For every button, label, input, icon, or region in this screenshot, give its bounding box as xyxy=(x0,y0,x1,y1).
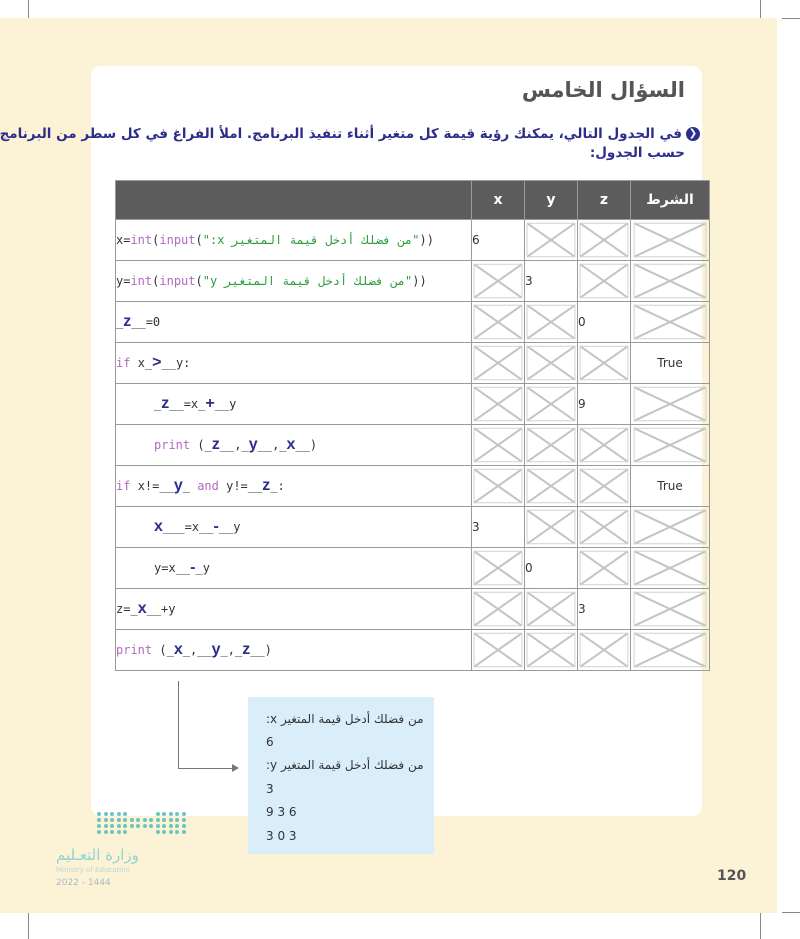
ministry-name-en: Ministry of Education xyxy=(56,866,130,874)
cross-mark xyxy=(631,425,709,465)
header-x: x xyxy=(472,181,525,220)
table-row xyxy=(116,343,710,384)
cross-mark xyxy=(578,220,630,260)
logo-dot xyxy=(149,818,153,822)
empty-cell-icon xyxy=(472,548,525,589)
logo-dot xyxy=(175,830,179,834)
header-condition: الشرط xyxy=(631,181,710,220)
logo-dot xyxy=(156,830,160,834)
crop-mark xyxy=(782,18,800,19)
logo-dot xyxy=(162,830,166,834)
cross-mark xyxy=(578,630,630,670)
cross-mark xyxy=(472,343,524,383)
table-row xyxy=(116,466,710,507)
code-cell: print (_z__,_y__,_x__) xyxy=(116,425,472,466)
logo-dot xyxy=(97,812,101,816)
cross-mark xyxy=(525,589,577,629)
empty-cell-icon xyxy=(631,507,710,548)
value-z: 3 xyxy=(578,589,631,630)
empty-cell-icon xyxy=(525,425,578,466)
empty-cell-icon xyxy=(631,630,710,671)
trace-table xyxy=(115,180,710,671)
logo-dot xyxy=(162,824,166,828)
cross-mark xyxy=(472,589,524,629)
value-condition: True xyxy=(631,466,710,507)
logo-dot xyxy=(169,830,173,834)
logo-dot xyxy=(182,830,186,834)
table-row xyxy=(116,302,710,343)
cross-mark xyxy=(472,466,524,506)
table-row xyxy=(116,548,710,589)
logo-dot xyxy=(123,824,127,828)
cross-mark xyxy=(631,548,709,588)
table-row xyxy=(116,589,710,630)
page-number: 120 xyxy=(717,868,747,884)
table-row xyxy=(116,261,710,302)
output-line: 3 xyxy=(266,782,274,796)
cross-mark xyxy=(631,589,709,629)
value-z: 9 xyxy=(578,384,631,425)
logo-dot xyxy=(136,818,140,822)
logo-dot xyxy=(104,824,108,828)
code-cell: y=int(input("من فضلك أدخل قيمة المتغير y")) xyxy=(116,261,472,302)
cross-mark xyxy=(472,548,524,588)
empty-cell-icon xyxy=(472,589,525,630)
header-blank xyxy=(116,181,472,220)
logo-dot xyxy=(162,818,166,822)
logo-dot xyxy=(143,824,147,828)
empty-cell-icon xyxy=(472,261,525,302)
cross-mark xyxy=(578,343,630,383)
logo-dot xyxy=(110,830,114,834)
logo-dot xyxy=(136,824,140,828)
table-row xyxy=(116,220,710,261)
empty-cell-icon xyxy=(631,384,710,425)
output-line: من فضلك أدخل قيمة المتغير x: xyxy=(266,712,424,726)
empty-cell-icon xyxy=(525,507,578,548)
empty-cell-icon xyxy=(472,630,525,671)
code-cell: _z__=0 xyxy=(116,302,472,343)
logo-dot xyxy=(104,830,108,834)
crop-mark xyxy=(782,912,800,913)
cross-mark xyxy=(525,302,577,342)
question-line-2: حسب الجدول: xyxy=(589,145,685,161)
logo-dot xyxy=(162,812,166,816)
empty-cell-icon xyxy=(578,220,631,261)
header-z: z xyxy=(578,181,631,220)
page-title: السؤال الخامس xyxy=(521,78,685,102)
code-cell: _z__=x_+__y xyxy=(116,384,472,425)
cross-mark xyxy=(578,507,630,547)
empty-cell-icon xyxy=(472,425,525,466)
cross-mark xyxy=(525,466,577,506)
output-line: 3 0 3 xyxy=(266,829,297,843)
empty-cell-icon xyxy=(578,261,631,302)
logo-dot xyxy=(149,824,153,828)
value-y: 3 xyxy=(525,261,578,302)
empty-cell-icon xyxy=(525,466,578,507)
empty-cell-icon xyxy=(578,425,631,466)
logo-dot xyxy=(169,818,173,822)
empty-cell-icon xyxy=(578,343,631,384)
logo-dot xyxy=(104,812,108,816)
empty-cell-icon xyxy=(631,425,710,466)
question-text-1: في الجدول التالي، يمكنك رؤية قيمة كل متغير أثناء تنفيذ البرنامج. املأ الفراغ في كل سطر من البرنامج xyxy=(0,126,682,142)
cross-mark xyxy=(525,425,577,465)
code-cell: print (_x_,__y_,_z__) xyxy=(116,630,472,671)
cross-mark xyxy=(525,220,577,260)
cross-mark xyxy=(578,548,630,588)
empty-cell-icon xyxy=(578,548,631,589)
crop-mark xyxy=(28,0,29,18)
ministry-name-ar: وزارة التعـليم xyxy=(56,846,139,864)
cross-mark xyxy=(631,384,709,424)
logo-dot xyxy=(130,818,134,822)
output-line: 6 xyxy=(266,735,274,749)
empty-cell-icon xyxy=(525,384,578,425)
cross-mark xyxy=(578,425,630,465)
logo-dot xyxy=(130,824,134,828)
empty-cell-icon xyxy=(578,630,631,671)
connector-line xyxy=(178,681,179,769)
empty-cell-icon xyxy=(472,384,525,425)
table-row xyxy=(116,384,710,425)
logo-dot xyxy=(182,824,186,828)
cross-mark xyxy=(631,507,709,547)
cross-mark xyxy=(525,630,577,670)
table-row xyxy=(116,425,710,466)
logo-dot xyxy=(123,812,127,816)
cross-mark xyxy=(631,302,709,342)
header-y: y xyxy=(525,181,578,220)
logo-dot xyxy=(156,818,160,822)
logo-dot xyxy=(175,824,179,828)
logo-dot xyxy=(143,818,147,822)
logo-dot xyxy=(117,824,121,828)
logo-dot xyxy=(156,824,160,828)
value-x: 3 xyxy=(472,507,525,548)
table-row xyxy=(116,507,710,548)
code-cell: if x_>__y: xyxy=(116,343,472,384)
cross-mark xyxy=(472,630,524,670)
logo-dot xyxy=(156,812,160,816)
crop-mark xyxy=(760,0,761,18)
logo-dot xyxy=(169,824,173,828)
logo-dot xyxy=(117,830,121,834)
cross-mark xyxy=(472,302,524,342)
cross-mark xyxy=(631,220,709,260)
output-line: من فضلك أدخل قيمة المتغير y: xyxy=(266,758,424,772)
logo-dot xyxy=(117,812,121,816)
empty-cell-icon xyxy=(631,589,710,630)
empty-cell-icon xyxy=(631,220,710,261)
empty-cell-icon xyxy=(472,302,525,343)
chevron-circle-icon: ❮ xyxy=(686,127,700,141)
connector-line xyxy=(178,768,234,769)
edition-year: 2022 - 1444 xyxy=(56,878,111,888)
empty-cell-icon xyxy=(525,343,578,384)
cross-mark xyxy=(631,261,709,301)
question-line-1 xyxy=(0,126,700,142)
logo-dot xyxy=(110,824,114,828)
code-cell: y=x__-_y xyxy=(116,548,472,589)
logo-dot xyxy=(97,824,101,828)
empty-cell-icon xyxy=(525,589,578,630)
empty-cell-icon xyxy=(525,220,578,261)
table-header-row xyxy=(116,181,710,220)
value-z: 0 xyxy=(578,302,631,343)
logo-dot xyxy=(182,818,186,822)
logo-dot xyxy=(110,812,114,816)
logo-dot xyxy=(123,830,127,834)
empty-cell-icon xyxy=(578,507,631,548)
code-cell: z=_x__+y xyxy=(116,589,472,630)
cross-mark xyxy=(472,261,524,301)
value-x: 6 xyxy=(472,220,525,261)
code-cell: x=int(input("من فضلك أدخل قيمة المتغير x:")) xyxy=(116,220,472,261)
cross-mark xyxy=(525,507,577,547)
logo-dot xyxy=(117,818,121,822)
value-y: 0 xyxy=(525,548,578,589)
empty-cell-icon xyxy=(525,302,578,343)
empty-cell-icon xyxy=(525,630,578,671)
empty-cell-icon xyxy=(631,548,710,589)
logo-dot xyxy=(97,818,101,822)
crop-mark xyxy=(28,913,29,939)
logo-dot xyxy=(110,818,114,822)
cross-mark xyxy=(472,425,524,465)
logo-dot xyxy=(175,812,179,816)
empty-cell-icon xyxy=(578,466,631,507)
code-cell: x___=x__-__y xyxy=(116,507,472,548)
crop-mark xyxy=(760,913,761,939)
code-cell: if x!=__y_ and y!=__z_: xyxy=(116,466,472,507)
logo-dot xyxy=(175,818,179,822)
logo-dot xyxy=(123,818,127,822)
table-row xyxy=(116,630,710,671)
logo-dot xyxy=(169,812,173,816)
cross-mark xyxy=(631,630,709,670)
logo-dot xyxy=(182,812,186,816)
empty-cell-icon xyxy=(631,302,710,343)
cross-mark xyxy=(525,343,577,383)
cross-mark xyxy=(472,384,524,424)
cross-mark xyxy=(578,261,630,301)
cross-mark xyxy=(525,384,577,424)
cross-mark xyxy=(578,466,630,506)
arrow-right-icon xyxy=(232,764,239,772)
logo-dot xyxy=(97,830,101,834)
empty-cell-icon xyxy=(631,261,710,302)
logo-dot xyxy=(104,818,108,822)
value-condition: True xyxy=(631,343,710,384)
output-line: 9 3 6 xyxy=(266,805,297,819)
empty-cell-icon xyxy=(472,466,525,507)
empty-cell-icon xyxy=(472,343,525,384)
